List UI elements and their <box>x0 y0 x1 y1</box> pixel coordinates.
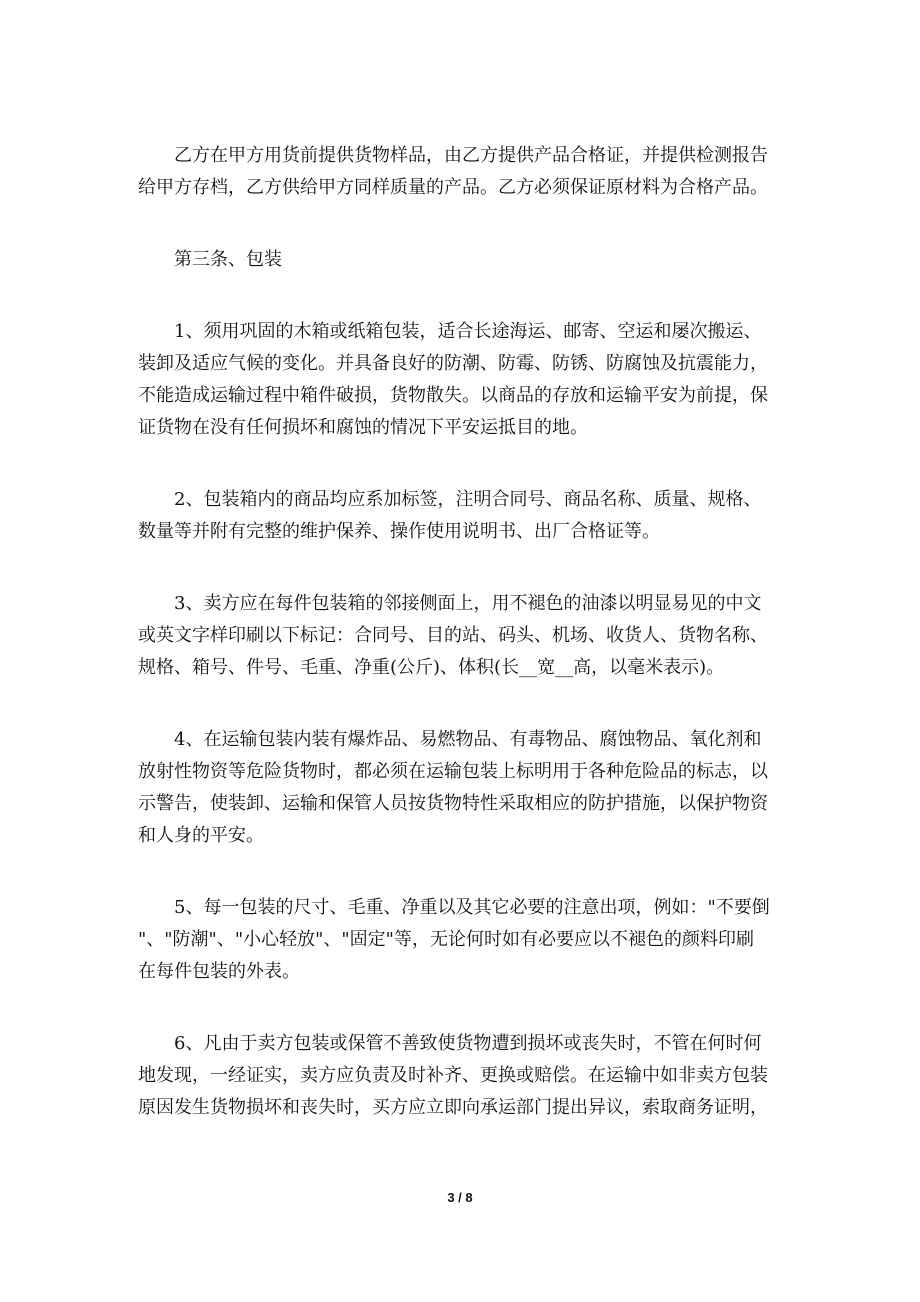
text-line: 或英文字样印刷以下标记：合同号、目的站、码头、机场、收货人、货物名称、 <box>138 625 768 646</box>
text-line: 和人身的平安。 <box>138 825 264 846</box>
text-line: 示警告，使装卸、运输和保管人员按货物特性采取相应的防护措施，以保护物资 <box>138 793 768 814</box>
text-line: 原因发生货物损坏和丧失时，买方应立即向承运部门提出异议，索取商务证明， <box>138 1097 768 1118</box>
text-line: 规格、箱号、件号、毛重、净重(公斤)、体积(长__宽__高，以毫米表示)。 <box>138 657 725 678</box>
text-line: 数量等并附有完整的维护保养、操作使用说明书、出厂合格证等。 <box>138 521 660 542</box>
text-line: 3、卖方应在每件包装箱的邻接侧面上，用不褪色的油漆以明显易见的中文 <box>174 593 762 614</box>
section-heading-packaging <box>138 244 798 276</box>
text-line: 不能造成运输过程中箱件破损，货物散失。以商品的存放和运输平安为前提，保 <box>138 385 768 406</box>
paragraph-item-4 <box>138 724 798 852</box>
paragraph-item-1 <box>138 316 798 444</box>
text-line: "、"防潮"、"小心轻放"、"固定"等，无论何时如有必要应以不褪色的颜料印刷 <box>138 929 754 950</box>
document-body <box>138 140 798 1164</box>
text-line: 在每件包装的外表。 <box>138 961 300 982</box>
text-line: 1、须用巩固的木箱或纸箱包装，适合长途海运、邮寄、空运和屡次搬运、 <box>174 321 762 342</box>
paragraph-item-2 <box>138 484 798 548</box>
heading-text: 第三条、包装 <box>174 249 282 270</box>
paragraph-sample-provision <box>138 140 798 204</box>
paragraph-item-3 <box>138 588 798 684</box>
text-line: 2、包装箱内的商品均应系加标签，注明合同号、商品名称、质量、规格、 <box>174 489 762 510</box>
page-number: 3 / 8 <box>447 1190 473 1205</box>
paragraph-item-5 <box>138 892 798 988</box>
text-line: 乙方在甲方用货前提供货物样品，由乙方提供产品合格证，并提供检测报告 <box>174 145 768 166</box>
text-line: 证货物在没有任何损坏和腐蚀的情况下平安运抵目的地。 <box>138 417 588 438</box>
text-line: 地发现，一经证实，卖方应负责及时补齐、更换或赔偿。在运输中如非卖方包装 <box>138 1065 768 1086</box>
text-line: 装卸及适应气候的变化。并具备良好的防潮、防霉、防锈、防腐蚀及抗震能力， <box>138 353 768 374</box>
text-line: 4、在运输包装内装有爆炸品、易燃物品、有毒物品、腐蚀物品、氧化剂和 <box>174 729 762 750</box>
text-line: 5、每一包装的尺寸、毛重、净重以及其它必要的注意出项，例如："不要倒 <box>174 897 770 918</box>
text-line: 给甲方存档，乙方供给甲方同样质量的产品。乙方必须保证原材料为合格产品。 <box>138 177 768 198</box>
text-line: 6、凡由于卖方包装或保管不善致使货物遭到损坏或丧失时，不管在何时何 <box>174 1033 762 1054</box>
text-line: 放射性物资等危险货物时，都必须在运输包装上标明用于各种危险品的标志，以 <box>138 761 768 782</box>
paragraph-item-6 <box>138 1028 798 1124</box>
